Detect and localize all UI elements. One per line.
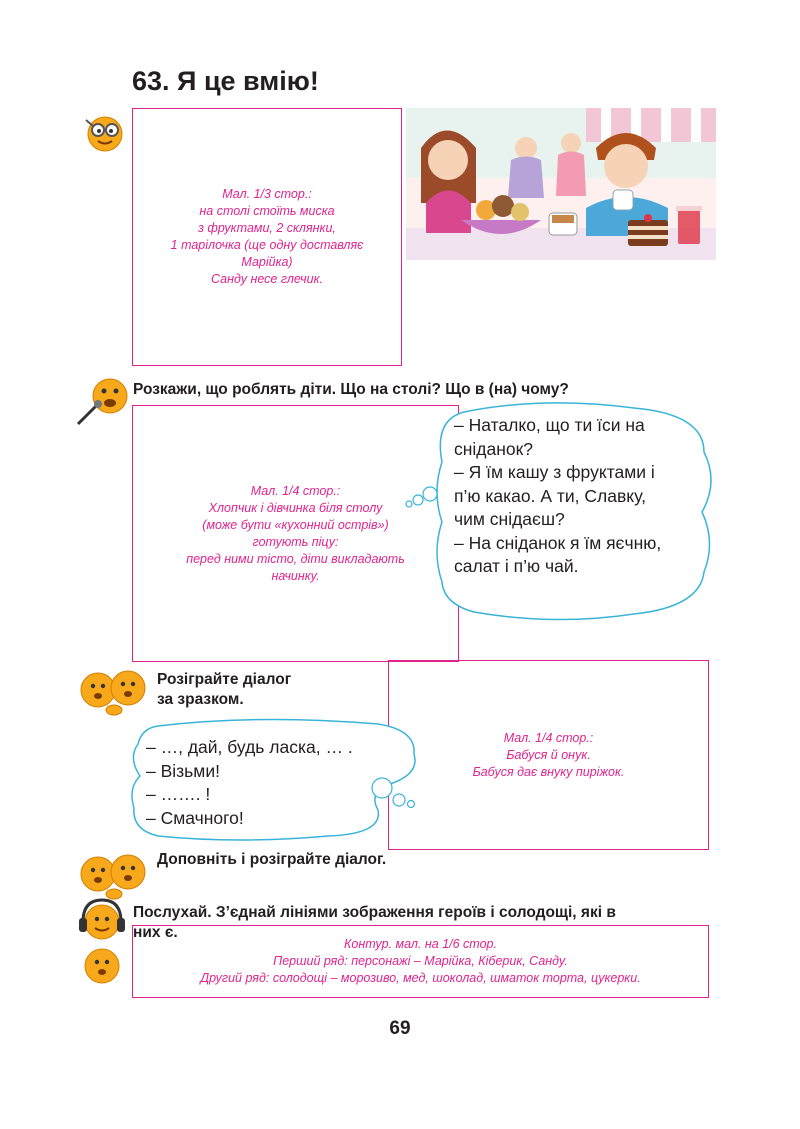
dialog-line: сніданок? — [454, 438, 534, 459]
instruction-line: Послухай. З’єднай лініями зображення героїв і солодощі, які в — [133, 904, 616, 921]
instruction-line: за зразком. — [157, 691, 244, 708]
illustration-placeholder-1 — [132, 108, 402, 366]
placeholder-line: готують піцу: — [252, 534, 339, 549]
dialog-line: – Наталко, що ти їси на — [454, 415, 645, 435]
placeholder-line: Контур. мал. на 1/6 стор. — [344, 937, 497, 951]
instruction-roleplay — [157, 670, 387, 710]
placeholder-line: Мал. 1/4 стор.: — [250, 483, 341, 498]
dialog-line: – ……. ! — [146, 784, 211, 804]
placeholder-line: Марійка) — [241, 255, 293, 269]
pair-emoji-icon — [76, 850, 154, 900]
placeholder-line: перед ними тісто, діти викладають — [186, 551, 405, 566]
instruction-complete-dialog: Доповніть і розіграйте діалог. — [157, 851, 387, 868]
speaking-emoji-icon — [74, 374, 132, 428]
illustration-placeholder-3 — [388, 660, 709, 850]
placeholder-line: Другий ряд: солодощі – морозиво, мед, шоколад, шматок торта, цукерки. — [200, 971, 641, 985]
placeholder-line: Мал. 1/3 стор.: — [222, 187, 312, 201]
listening-emoji-icon — [76, 898, 128, 992]
dialog-line: п’ю какао. А ти, Славку, — [454, 485, 646, 506]
dialog-line: – Смачного! — [146, 807, 244, 828]
dialog-line: – Я їм кашу з фруктами і — [454, 462, 655, 482]
placeholder-line: на столі стоїть миска — [199, 204, 335, 218]
pair-emoji-icon — [76, 666, 154, 716]
instruction-line: них є. — [133, 924, 178, 941]
placeholder-line: Хлопчик і дівчинка біля столу — [208, 500, 383, 515]
dialog-line: – …, дай, будь ласка, … . — [146, 737, 353, 757]
placeholder-line: Мал. 1/4 стор.: — [503, 730, 594, 745]
placeholder-line: Бабуся дає внуку пиріжок. — [472, 764, 625, 779]
placeholder-line: 1 тарілочка (ще одну доставляє — [170, 238, 364, 252]
cafe-illustration — [406, 108, 716, 260]
placeholder-line: (може бути «кухонний острів») — [202, 517, 389, 532]
dialog-bubble-1 — [454, 414, 714, 579]
placeholder-line: начинку. — [271, 568, 320, 583]
placeholder-line: з фруктами, 2 склянки, — [198, 221, 336, 235]
dialog-line: чим снідаєш? — [454, 509, 565, 529]
dialog-line: салат і п’ю чай. — [454, 556, 579, 576]
placeholder-line: Санду несе глечик. — [211, 272, 323, 286]
dialog-bubble-2 — [146, 736, 406, 830]
illustration-placeholder-4 — [132, 925, 709, 998]
dialog-line: – Візьми! — [146, 760, 220, 781]
page-title: 63. Я це вмію! — [132, 66, 319, 96]
page-number: 69 — [389, 1018, 411, 1039]
thinking-emoji-icon — [78, 110, 130, 154]
placeholder-line: Бабуся й онук. — [506, 747, 591, 762]
placeholder-line: Перший ряд: персонажі – Марійка, Кіберик, Санду. — [273, 954, 568, 968]
instruction-line: Розіграйте діалог — [157, 671, 292, 688]
instruction-describe: Розкажи, що роблять діти. Що на столі? Що в (на) чому? — [133, 381, 569, 398]
dialog-line: – На сніданок я їм яєчню, — [454, 532, 662, 553]
